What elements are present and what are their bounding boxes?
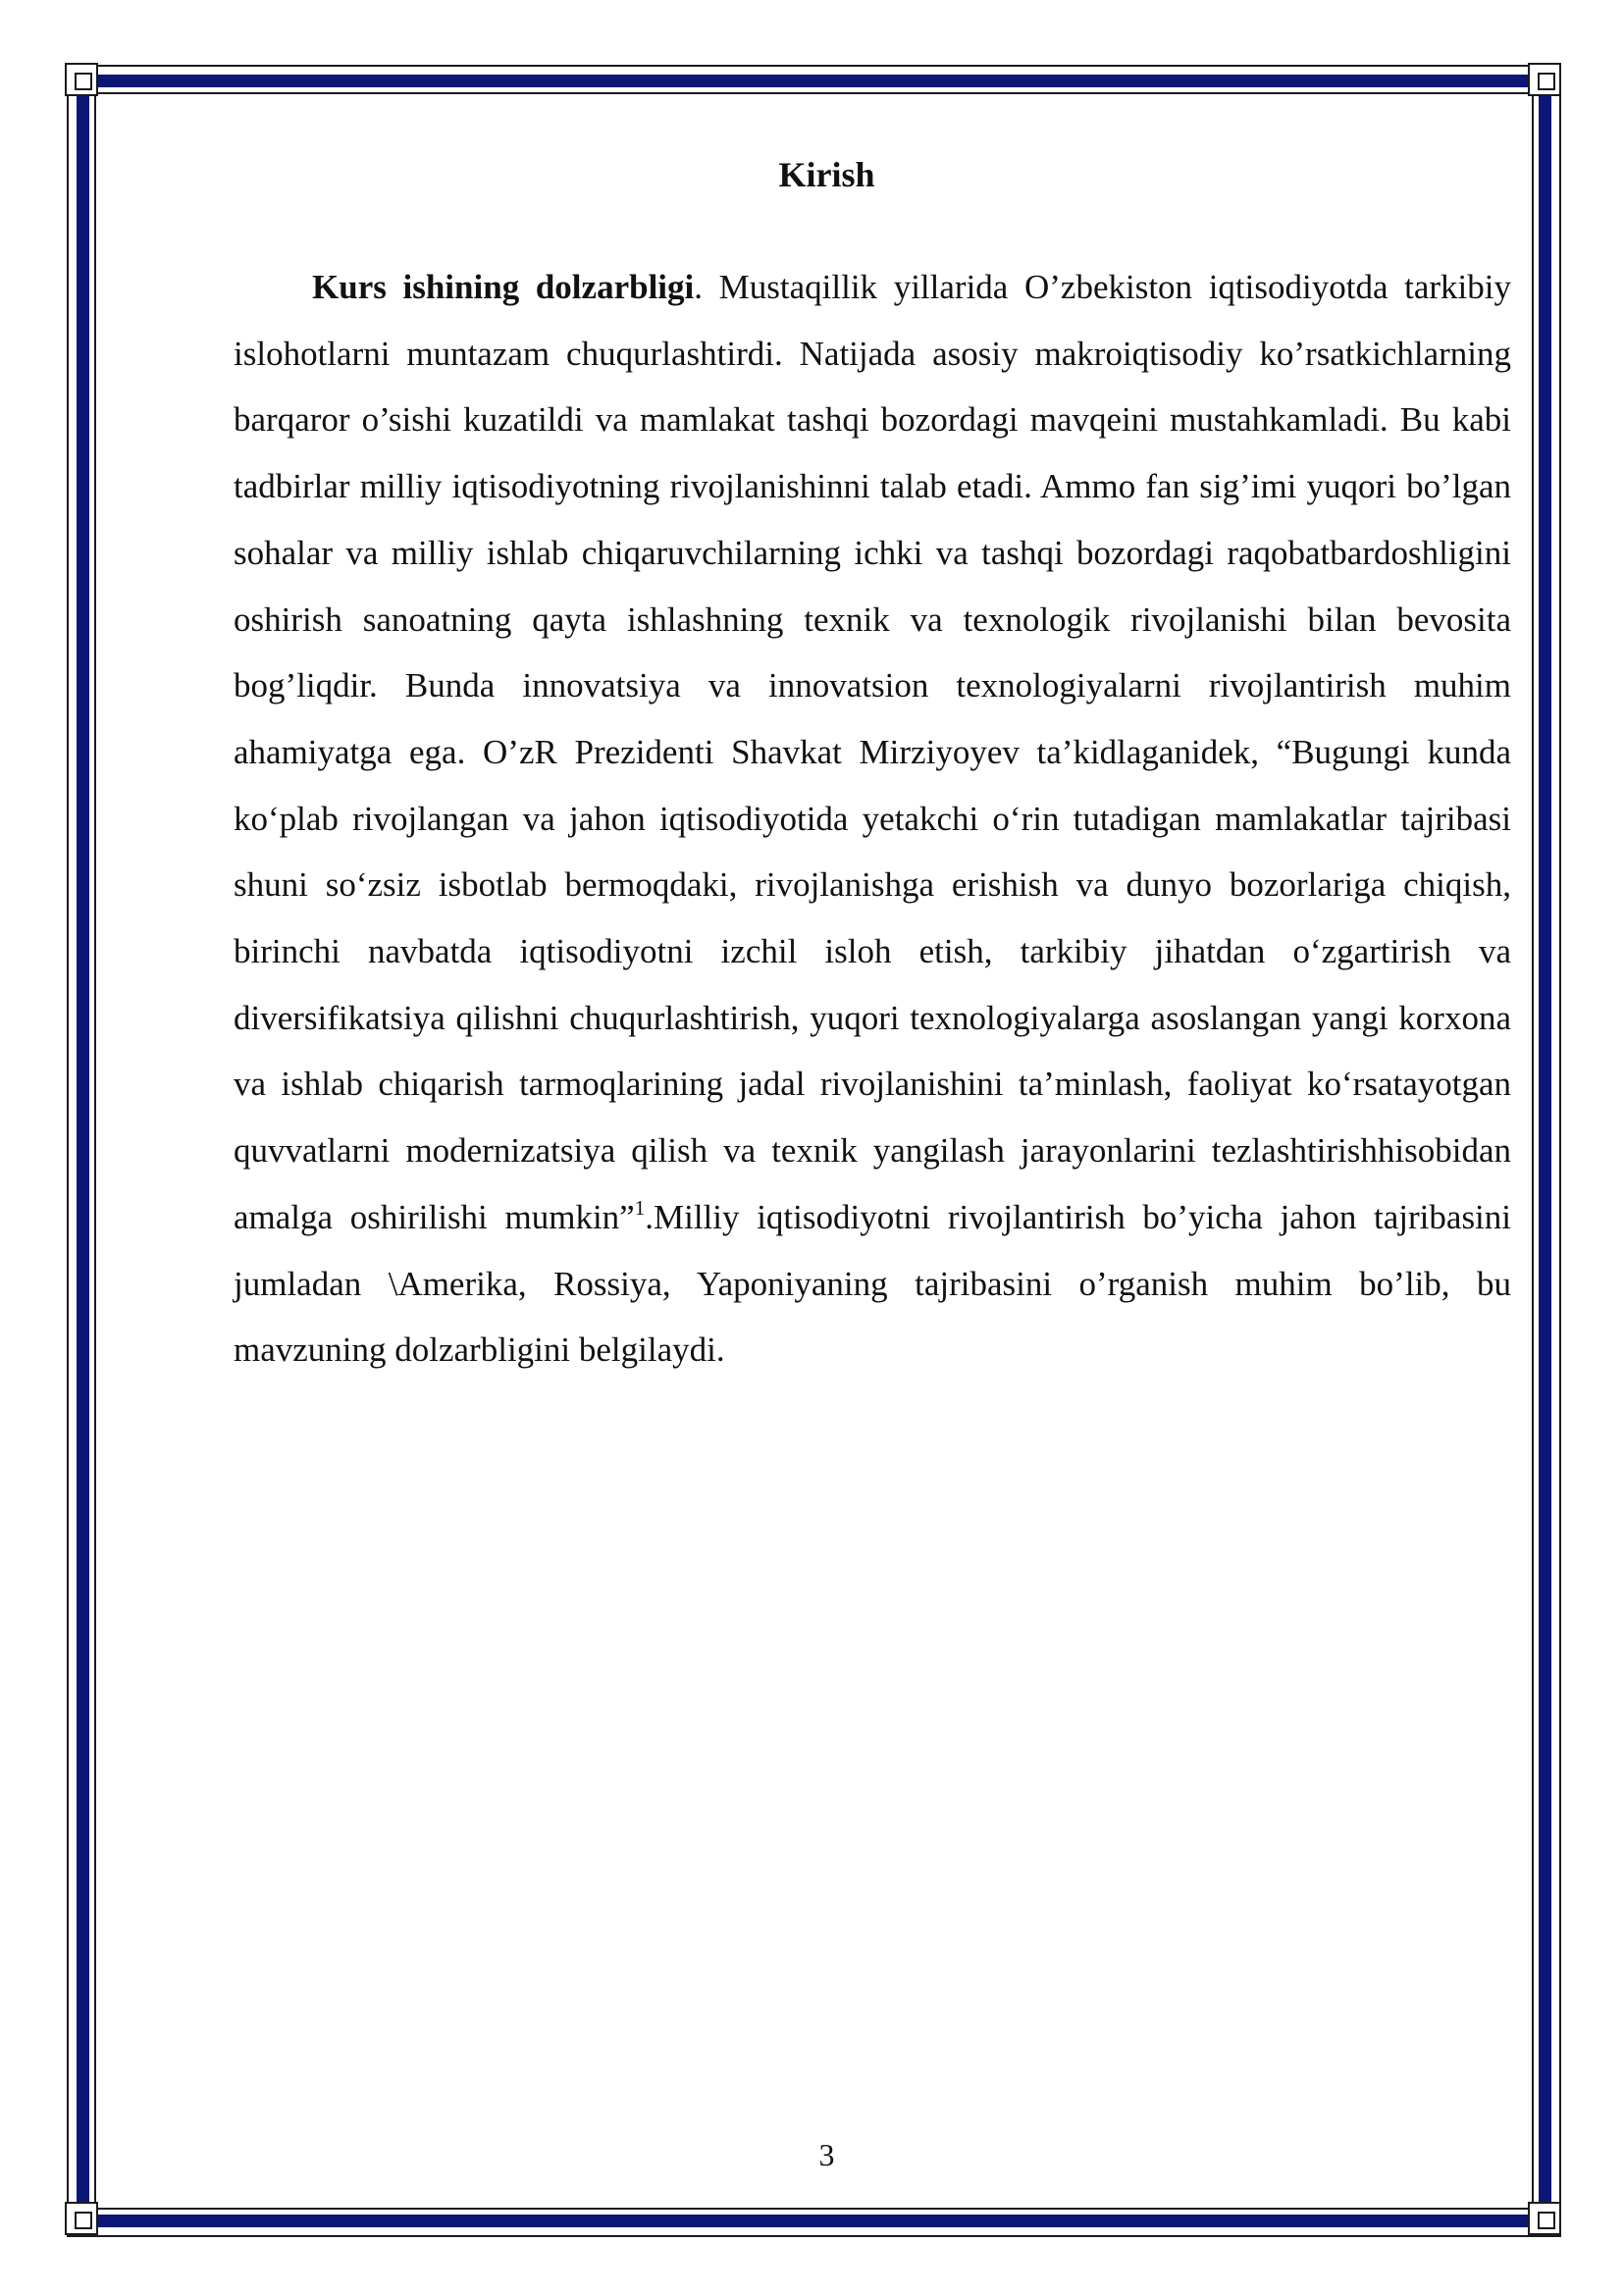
page-title: Kirish — [778, 155, 875, 194]
paragraph-text-continued: .Milliy iqtisodiyotni rivojlantirish bo’yicha jahon tajribasini jumladan \Amerika, Rossiya, Yaponiyaning tajribasini o’rganish muhim bo’lib, bu mavzuning dolzarbligini belgilaydi. — [234, 1197, 1512, 1370]
body-paragraph — [234, 254, 1511, 1383]
paragraph-text: . Mustaqillik yillarida O’zbekiston iqtisodiyotda tarkibiy islohotlarni muntazam chuqurlashtirdi. Natijada asosiy makroiqtisodiy ko’rsatkichlarning barqaror o’sishi kuzatildi va mamlakat tashqi bozordagi mavqeini mustahkamladi. Bu kabi tadbirlar milliy iqtisodiyotning rivojlanishinni talab etadi. Ammo fan sig’imi yuqori bo’lgan sohalar va milliy ishlab chiqaruvchilarning ichki va tashqi bozordagi raqobatbardoshligini oshirish sanoatning qayta ishlashning texnik va texnologik rivojlanishi bilan bevosita bog’liqdir. Bunda innovatsiya va innovatsion texnologiyalarni rivojlantirish muhim ahamiyatga ega. O’zR Prezidenti Shavkat Mirziyoyev ta’kidlaganidek, “Bugungi kunda ko‘plab rivojlangan va jahon iqtisodiyotida yetakchi o‘rin tutadigan mamlakatlar tajribasi shuni so‘zsiz isbotlab bermoqdaki, rivojlanishga erishish va dunyo bozorlariga chiqish, birinchi navbatda iqtisodiyotni izchil isloh etish, tarkibiy jihatdan o‘zgartirish va diversifikatsiya qilishni chuqurlashtirish, yuqori texnologiyalarga asoslangan yangi korxona va ishlab chiqarish tarmoqlarining jadal rivojlanishini ta’minlash, faoliyat ko‘rsatayotgan quvvatlarni modernizatsiya qilish va texnik yangilash jarayonlarini tezlashtirishhisobidan amalga oshirilishi mumkin” — [234, 268, 1511, 1236]
paragraph-lead-heading: Kurs ishining dolzarbligi — [312, 268, 695, 306]
corner-ornament-bottom-right — [1528, 2202, 1561, 2235]
corner-ornament-top-left — [65, 63, 98, 96]
corner-ornament-bottom-left — [65, 2202, 98, 2235]
page-number: 3 — [818, 2137, 835, 2172]
footnote-marker: 1 — [634, 1195, 646, 1220]
corner-ornament-top-right — [1528, 63, 1561, 96]
